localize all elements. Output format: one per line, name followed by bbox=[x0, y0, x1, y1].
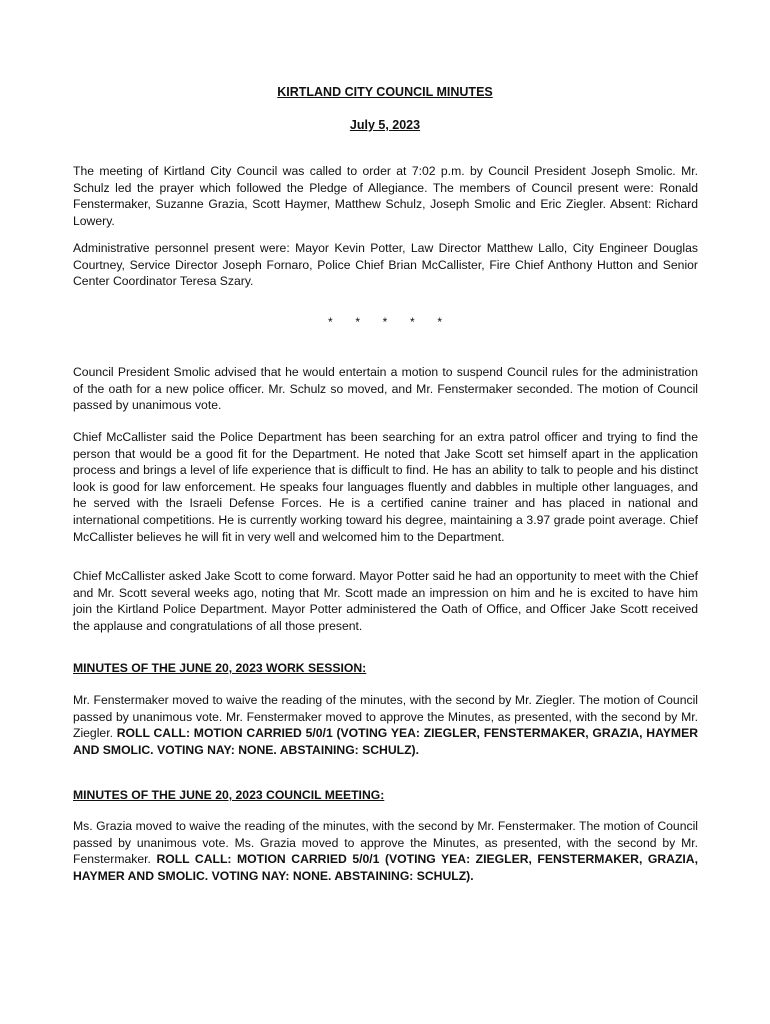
council-meeting-text: Ms. Grazia moved to waive the reading of the minutes, with the second by Mr. Fenstermaker. The motion of Council passed by unanimous vote. Ms. Grazia moved to approve the Minutes, as presented, with the second by Mr. Fenstermaker. bbox=[73, 819, 698, 867]
chief-remarks-paragraph: Chief McCallister said the Police Department has been searching for an extra patrol officer and trying to find the person that would be a good fit for the Department. He noted that Jake Scott set himself apart in the application process and brings a level of life experience that is difficult to find. He has an ability to talk to people and his distinct look is good for law enforcement. He speaks four languages fluently and dabbles in multiple other languages, and he served with the Israeli Defense Forces. He is a certified canine trainer and has placed in national and international competitions. He is currently working toward his degree, maintaining a 3.97 grade point average. Chief McCallister believes he will fit in very well and welcomed him to the Department. bbox=[73, 430, 698, 544]
opening-paragraph: The meeting of Kirtland City Council was called to order at 7:02 p.m. by Council President Joseph Smolic. Mr. Schulz led the prayer which followed the Pledge of Allegiance. The members of Council present were: Ronald Fenstermaker, Suzanne Grazia, Scott Haymer, Matthew Schulz, Joseph Smolic and Eric Ziegler. Absent: Richard Lowery. bbox=[73, 164, 698, 228]
meeting-date: July 5, 2023 bbox=[349, 118, 421, 132]
work-session-paragraph bbox=[73, 692, 698, 758]
suspend-rules-paragraph: Council President Smolic advised that he would entertain a motion to suspend Council rules for the administration of the oath for a new police officer. Mr. Schulz so moved, and Mr. Fenstermaker seconded. The motion of Council passed by unanimous vote. bbox=[73, 365, 698, 413]
separator-star: * bbox=[437, 315, 443, 329]
council-meeting-roll-call: ROLL CALL: MOTION CARRIED 5/0/1 (VOTING YEA: ZIEGLER, FENSTERMAKER, GRAZIA, HAYMER AND SMOLIC. VOTING NAY: NONE. ABSTAINING: SCHULZ). bbox=[73, 852, 698, 883]
personnel-paragraph: Administrative personnel present were: Mayor Kevin Potter, Law Director Matthew Lallo, City Engineer Douglas Courtney, Service Director Joseph Fornaro, Police Chief Brian McCallister, Fire Chief Anthony Hutton and Senior Center Coordinator Teresa Szary. bbox=[73, 241, 698, 289]
document-title: KIRTLAND CITY COUNCIL MINUTES bbox=[277, 85, 493, 99]
work-session-roll-call: ROLL CALL: MOTION CARRIED 5/0/1 (VOTING YEA: ZIEGLER, FENSTERMAKER, GRAZIA, HAYMER AND SMOLIC. VOTING NAY: NONE. ABSTAINING: SCHULZ). bbox=[73, 726, 698, 757]
section-separator bbox=[0, 315, 770, 329]
council-meeting-paragraph bbox=[73, 818, 698, 884]
section-heading-council-meeting: MINUTES OF THE JUNE 20, 2023 COUNCIL MEETING: bbox=[73, 788, 385, 802]
separator-star: * bbox=[382, 315, 388, 329]
oath-paragraph: Chief McCallister asked Jake Scott to come forward. Mayor Potter said he had an opportunity to meet with the Chief and Mr. Scott several weeks ago, noting that Mr. Scott made an impression on him and he is excited to have him join the Kirtland Police Department. Mayor Potter administered the Oath of Office, and Officer Jake Scott received the applause and congratulations of all those present. bbox=[73, 569, 698, 633]
separator-star: * bbox=[355, 315, 360, 329]
work-session-text: Mr. Fenstermaker moved to waive the reading of the minutes, with the second by Mr. Ziegler. The motion of Council passed by unanimous vote. Mr. Fenstermaker moved to approve the Minutes, as presented, with the second by Mr. Ziegler. bbox=[73, 693, 698, 741]
separator-star: * bbox=[410, 315, 415, 329]
separator-star: * bbox=[327, 315, 333, 329]
section-heading-work-session: MINUTES OF THE JUNE 20, 2023 WORK SESSION: bbox=[73, 661, 367, 675]
